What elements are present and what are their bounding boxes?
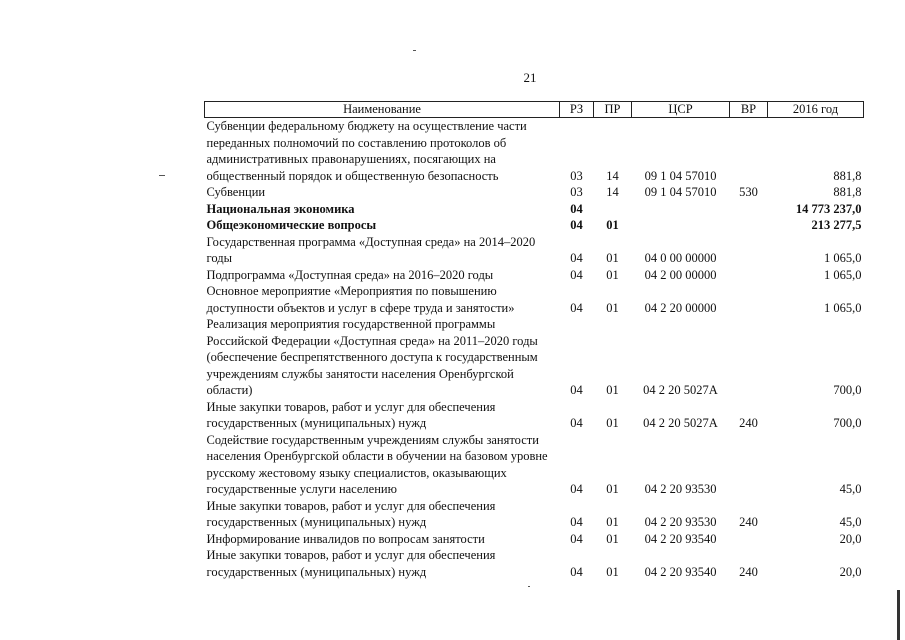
table-row xyxy=(205,184,864,201)
table-row xyxy=(205,316,864,399)
header-name: Наименование xyxy=(205,102,560,118)
cell-csr: 04 2 20 5027А xyxy=(643,416,718,430)
cell-sum: 213 277,5 xyxy=(811,218,862,232)
cell-name: Национальная экономика xyxy=(206,201,355,216)
table-row xyxy=(205,531,864,548)
cell-rz: 04 xyxy=(570,218,583,232)
cell-pr: 01 xyxy=(606,515,619,529)
cell-rz: 03 xyxy=(570,185,583,199)
cell-vr xyxy=(730,201,768,218)
cell-name: Общеэкономические вопросы xyxy=(206,218,377,232)
cell-rz: 04 xyxy=(570,416,583,430)
cell-csr: 04 2 20 93540 xyxy=(644,531,717,546)
cell-pr xyxy=(594,201,632,218)
cell-vr xyxy=(730,531,768,548)
table-row xyxy=(205,217,864,234)
cell-csr: 04 2 20 00000 xyxy=(644,300,717,315)
cell-pr: 01 xyxy=(606,383,619,397)
cell-csr: 04 2 20 93530 xyxy=(644,482,717,496)
cell-sum: 1 065,0 xyxy=(824,300,862,315)
cell-name: Информирование инвалидов по вопросам занятости xyxy=(206,531,485,546)
table-row xyxy=(205,547,864,580)
cell-csr xyxy=(632,201,730,218)
cell-pr: 01 xyxy=(606,564,619,579)
budget-table xyxy=(204,101,864,580)
table-body xyxy=(205,118,864,581)
cell-name: Субвенции xyxy=(206,185,266,199)
cell-name: Основное мероприятие «Мероприятия по повышению доступности объектов и услуг в сфере труда и занятости» xyxy=(206,284,515,315)
table-row xyxy=(205,432,864,498)
cell-vr: 240 xyxy=(739,564,758,579)
cell-sum: 20,0 xyxy=(839,531,862,546)
cell-pr: 14 xyxy=(606,168,619,183)
cell-csr: 04 2 20 93530 xyxy=(644,515,717,529)
cell-sum: 700,0 xyxy=(833,383,862,397)
table-row xyxy=(205,234,864,267)
cell-csr: 04 2 20 5027А xyxy=(643,383,718,397)
cell-name: Реализация мероприятия государственной программы Российской Федерации «Доступная среда» на 2011–2020 годы (обеспечение беспрепятственного доступа к государственным учреждениям службы занятости населения Оренбургской области) xyxy=(206,317,538,397)
cell-sum: 45,0 xyxy=(839,482,862,496)
cell-name: Иные закупки товаров, работ и услуг для обеспечения государственных (муниципальных) нужд xyxy=(206,498,496,529)
cell-rz: 04 xyxy=(570,267,583,282)
cell-sum: 14 773 237,0 xyxy=(795,201,862,216)
table-row xyxy=(205,267,864,284)
cell-vr xyxy=(730,217,768,234)
cell-rz: 04 xyxy=(570,564,583,579)
scan-mark xyxy=(159,175,165,176)
header-rz: РЗ xyxy=(560,102,594,118)
cell-rz: 04 xyxy=(570,515,583,529)
cell-pr: 01 xyxy=(606,251,619,265)
cell-pr: 14 xyxy=(606,185,619,199)
table-row xyxy=(205,201,864,218)
page-number: 21 xyxy=(523,70,537,85)
cell-vr xyxy=(730,316,768,399)
cell-vr xyxy=(730,283,768,316)
cell-csr: 04 2 20 93540 xyxy=(644,564,717,579)
cell-sum: 1 065,0 xyxy=(824,267,862,282)
header-csr: ЦСР xyxy=(632,102,730,118)
scan-mark xyxy=(413,50,416,51)
cell-sum: 881,8 xyxy=(833,168,862,183)
cell-csr: 09 1 04 57010 xyxy=(644,185,717,199)
cell-rz: 04 xyxy=(570,201,583,216)
cell-name: Содействие государственным учреждениям службы занятости населения Оренбургской области в обучении на базовом уровне русскому жестовому языку специалистов, оказывающих государственные услуги населению xyxy=(206,432,548,496)
cell-vr: 530 xyxy=(739,185,758,199)
cell-rz: 03 xyxy=(570,168,583,183)
cell-sum: 881,8 xyxy=(833,185,862,199)
header-sum-2016: 2016 год xyxy=(768,102,864,118)
cell-pr: 01 xyxy=(606,482,619,496)
cell-rz: 04 xyxy=(570,482,583,496)
cell-rz: 04 xyxy=(570,531,583,546)
table-row xyxy=(205,118,864,185)
cell-name: Иные закупки товаров, работ и услуг для обеспечения государственных (муниципальных) нужд xyxy=(206,548,496,579)
cell-name: Подпрограмма «Доступная среда» на 2016–2020 годы xyxy=(206,267,494,282)
cell-vr xyxy=(730,432,768,498)
cell-csr: 04 2 00 00000 xyxy=(644,267,717,282)
header-pr: ПР xyxy=(594,102,632,118)
cell-sum: 45,0 xyxy=(839,515,862,529)
cell-rz: 04 xyxy=(570,251,583,265)
scan-edge-mark xyxy=(897,590,900,640)
cell-vr xyxy=(730,118,768,185)
cell-sum: 20,0 xyxy=(839,564,862,579)
cell-pr: 01 xyxy=(606,218,619,232)
cell-sum: 1 065,0 xyxy=(824,251,862,265)
table-header-row xyxy=(205,102,864,118)
table-row xyxy=(205,399,864,432)
cell-pr: 01 xyxy=(606,300,619,315)
table-row xyxy=(205,498,864,531)
cell-vr xyxy=(730,267,768,284)
cell-pr: 01 xyxy=(606,267,619,282)
cell-vr xyxy=(730,234,768,267)
cell-vr: 240 xyxy=(739,515,758,529)
header-vr: ВР xyxy=(730,102,768,118)
cell-csr: 04 0 00 00000 xyxy=(644,251,717,265)
cell-pr: 01 xyxy=(606,531,619,546)
cell-name: Субвенции федеральному бюджету на осуществление части переданных полномочий по составлению протоколов об административных правонарушениях, посягающих на общественный порядок и общественную безопасность xyxy=(206,119,527,183)
scan-mark xyxy=(528,586,530,587)
cell-csr xyxy=(632,217,730,234)
cell-csr: 09 1 04 57010 xyxy=(644,168,717,183)
cell-rz: 04 xyxy=(570,383,583,397)
cell-sum: 700,0 xyxy=(833,416,862,430)
cell-name: Иные закупки товаров, работ и услуг для обеспечения государственных (муниципальных) нужд xyxy=(206,399,496,430)
cell-name: Государственная программа «Доступная среда» на 2014–2020 годы xyxy=(206,234,536,265)
cell-rz: 04 xyxy=(570,300,583,315)
cell-vr: 240 xyxy=(739,416,758,430)
cell-pr: 01 xyxy=(606,416,619,430)
table-row xyxy=(205,283,864,316)
